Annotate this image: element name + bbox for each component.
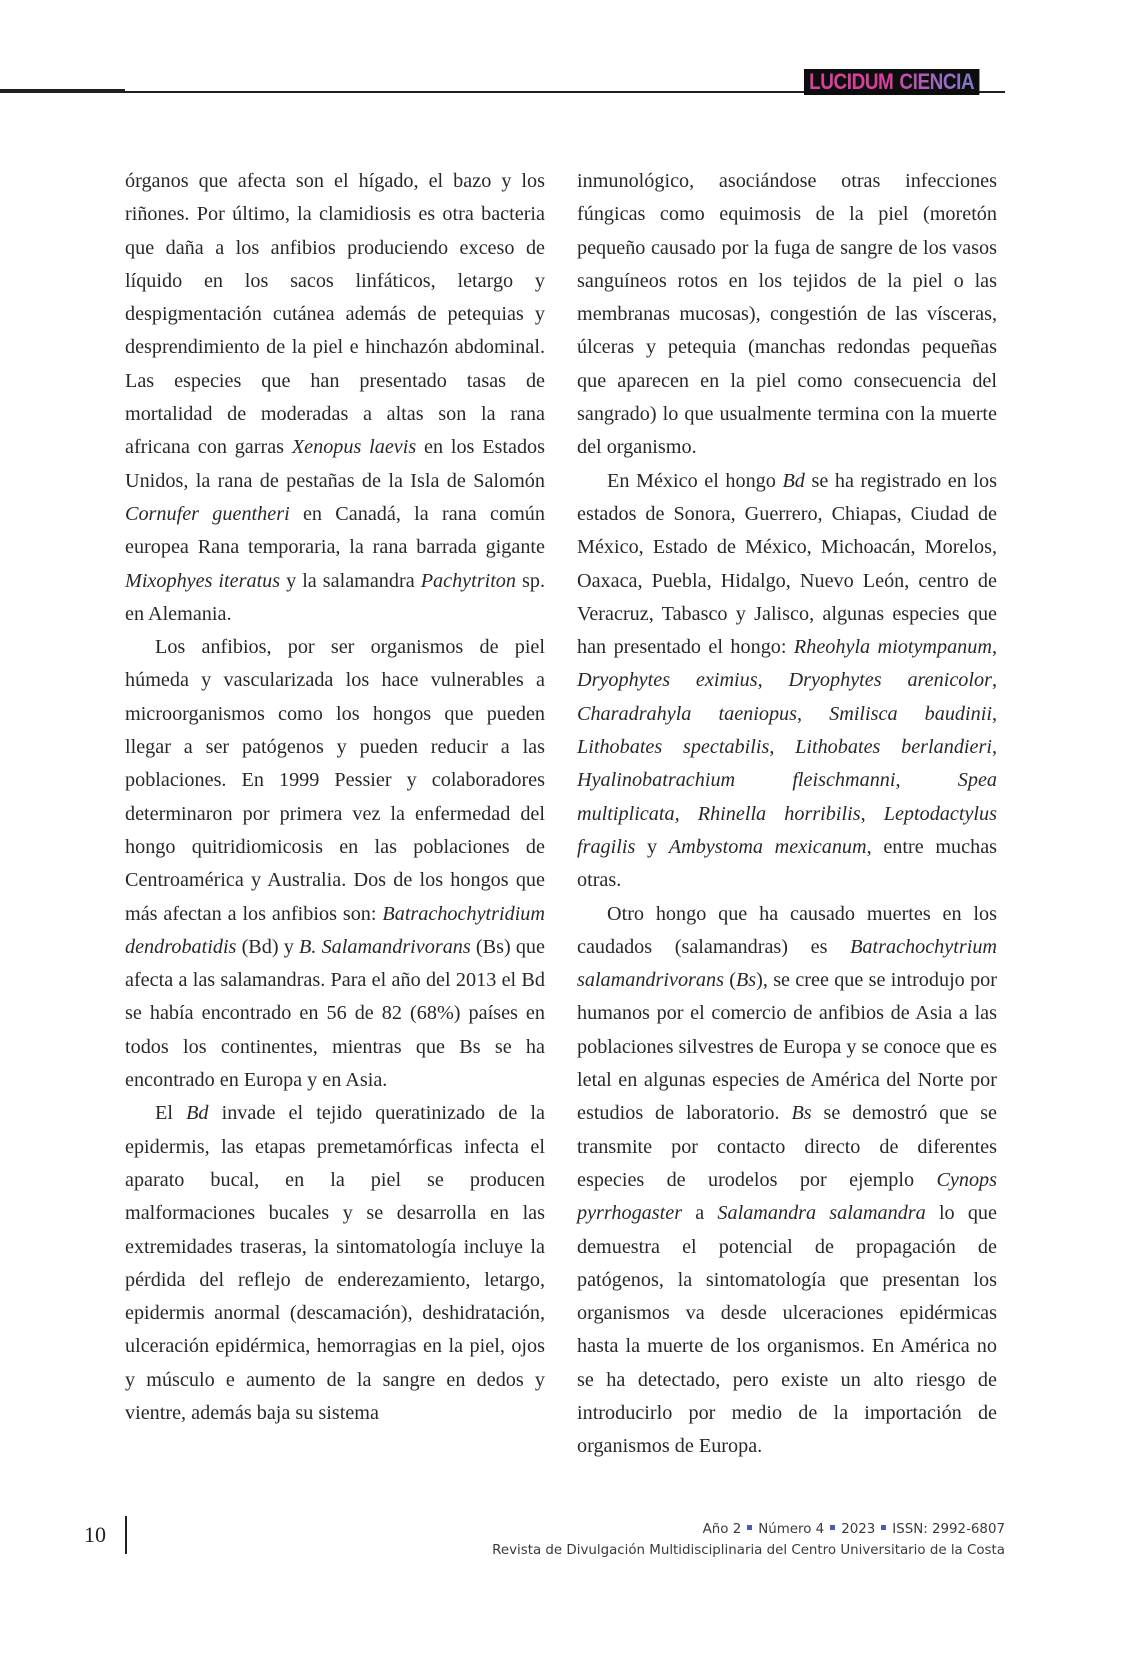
paragraph-continued: órganos que afecta son el hígado, el bazo y los riñones. Por último, la clamidiosis es otra bacteria que daña a los anfibios produciendo exceso de líquido en los sacos linfáticos, letargo y despigmentación cutánea además de petequias y desprendimiento de la piel e hinchazón abdominal. Las especies que han presentado tasas de mortalidad de moderadas a altas son la rana africana con garras Xenopus laevis en los Estados Unidos, la rana de pestañas de la Isla de Salomón Cornufer guentheri en Canadá, la rana común europea Rana temporaria, la rana barrada gigante Mixophyes iteratus y la salamandra Pachytriton sp. en Alemania. xyxy=(125,170,545,625)
species-name: Spea multiplicata xyxy=(577,769,997,825)
page-number-divider xyxy=(125,1516,127,1554)
species-name: Mixophyes iteratus xyxy=(125,569,281,592)
issue-line xyxy=(492,1519,1005,1540)
species-name: Leptodactylus fragilis xyxy=(577,802,997,858)
species-name: Salamandra salamandra xyxy=(717,1202,926,1225)
paragraph-mexico: En México el hongo Bd se ha registrado en los estados de Sonora, Guerrero, Chiapas, Ciudad de México, Estado de México, Michoacán, Morelos, Oaxaca, Puebla, Hidalgo, Nuevo León, centro de Veracruz, Tabasco y Jalisco, algunas especies que han presentado el hongo: Rheohyla miotympanum, Dryophytes eximius, Dryophytes arenicolor, Charadrahyla taeniopus, Smilisca baudinii, Lithobates spectabilis, Lithobates berlandieri, Hyalinobatrachium fleischmanni, Spea multiplicata, Rhinella horribilis, Leptodactylus fragilis y Ambystoma mexicanum, entre muchas otras. xyxy=(577,469,998,892)
header-rule-thick xyxy=(0,89,125,93)
paragraph-anfibios: Los anfibios, por ser organismos de piel húmeda y vascularizada los hace vulnerables a microorganismos como los hongos que pueden llegar a ser patógenos y pueden reducir a las poblaciones. En 1999 Pessier y colaboradores determinaron por primera vez la enfermedad del hongo quitridiomicosis en las poblaciones de Centroamérica y Australia. Dos de los hongos que más afectan a los anfibios son: Batrachochytridium dendrobatidis (Bd) y B. Salamandrivorans (Bs) que afecta a las salamandras. Para el año del 2013 el Bd se había encontrado en 56 de 82 (68%) países en todos los continentes, mientras que Bs se ha encontrado en Europa y en Asia. xyxy=(125,636,545,1092)
species-abbrev: Bs xyxy=(735,969,757,992)
species-name: Xenopus laevis xyxy=(291,436,417,459)
brand-word-lucidum: LUCIDUM xyxy=(809,69,894,94)
species-abbrev: Bd xyxy=(782,469,805,492)
issue-number: Número 4 xyxy=(758,1522,825,1537)
brand-word-ciencia: CIENCIA xyxy=(899,69,975,94)
species-name: Pachytriton xyxy=(420,569,516,592)
species-name: Ambystoma mexicanum xyxy=(668,835,867,858)
issue-year: Año 2 xyxy=(702,1522,742,1537)
species-name: Cornufer guentheri xyxy=(125,502,290,525)
right-column xyxy=(577,165,997,1464)
journal-brand-logo xyxy=(804,69,979,95)
species-name: Lithobates berlandieri xyxy=(795,736,992,759)
species-name: Cynops pyrrhogaster xyxy=(577,1168,997,1225)
paragraph-otro-hongo: Otro hongo que ha causado muertes en los caudados (salamandras) es Batrachochytrium salamandrivorans (Bs), se cree que se introdujo por humanos por el comercio de anfibios de Asia a las poblaciones silvestres de Europa y se conoce que es letal en algunas especies de América del Norte por estudios de laboratorio. Bs se demostró que se transmite por contacto directo de diferentes especies de urodelos por ejemplo Cynops pyrrhogaster a Salamandra salamandra lo que demuestra el potencial de propagación de patógenos, la sintomatología que presentan los organismos va desde ulceraciones epidérmicas hasta la muerte de los organismos. En América no se ha detectado, pero existe un alto riesgo de introducirlo por medio de la importación de organismos de Europa. xyxy=(577,902,997,1458)
species-name: Hyalinobatrachium fleischmanni xyxy=(577,769,896,792)
paragraph-bd-invade: El Bd invade el tejido queratinizado de la epidermis, las etapas premetamórficas infecta el aparato bucal, en la piel se producen malformaciones bucales y se desarrolla en las extremidades traseras, la sintomatología incluye la pérdida del reflejo de enderezamiento, letargo, epidermis anormal (descamación), deshidratación, ulceración epidérmica, hemorragias en la piel, ojos y músculo e aumento de la sangre en dedos y vientre, además baja su sistema xyxy=(125,1102,545,1424)
paragraph-continued-right: inmunológico, asociándose otras infecciones fúngicas como equimosis de la piel (moretón pequeño causado por la fuga de sangre de los vasos sanguíneos rotos en los tejidos de la piel o las membranas mucosas), congestión de las vísceras, úlceras y petequia (manchas redondas pequeñas que aparecen en la piel como consecuencia del sangrado) lo que usualmente termina con la muerte del organismo. xyxy=(577,170,997,459)
species-name: Smilisca baudinii xyxy=(829,702,992,725)
species-name: Dryophytes arenicolor xyxy=(788,669,992,692)
issn: ISSN: 2992-6807 xyxy=(892,1522,1005,1537)
bullet-square-icon xyxy=(881,1525,886,1530)
species-abbrev: Bs xyxy=(791,1102,812,1125)
bullet-square-icon xyxy=(830,1525,835,1530)
species-name: B. Salamandrivorans xyxy=(299,935,471,958)
page-number: 10 xyxy=(84,1522,106,1547)
species-name: Dryophytes eximius xyxy=(577,669,758,692)
footer-info xyxy=(492,1519,1005,1561)
journal-name: Revista de Divulgación Multidisciplinaria del Centro Universitario de la Costa xyxy=(492,1543,1005,1558)
species-name: Rheohyla miotympanum xyxy=(793,636,992,659)
left-column xyxy=(125,165,545,1430)
species-name: Charadrahyla taeniopus xyxy=(577,702,797,725)
issue-date: 2023 xyxy=(841,1522,876,1537)
species-name: Lithobates spectabilis xyxy=(577,736,770,759)
species-name: Rhinella horribilis xyxy=(697,802,861,825)
species-name: Batrachochytridium dendrobatidis xyxy=(125,902,545,958)
bullet-square-icon xyxy=(747,1525,752,1530)
species-abbrev: Bd xyxy=(186,1102,209,1125)
species-name: Batrachochytrium salamandrivorans xyxy=(577,935,997,992)
